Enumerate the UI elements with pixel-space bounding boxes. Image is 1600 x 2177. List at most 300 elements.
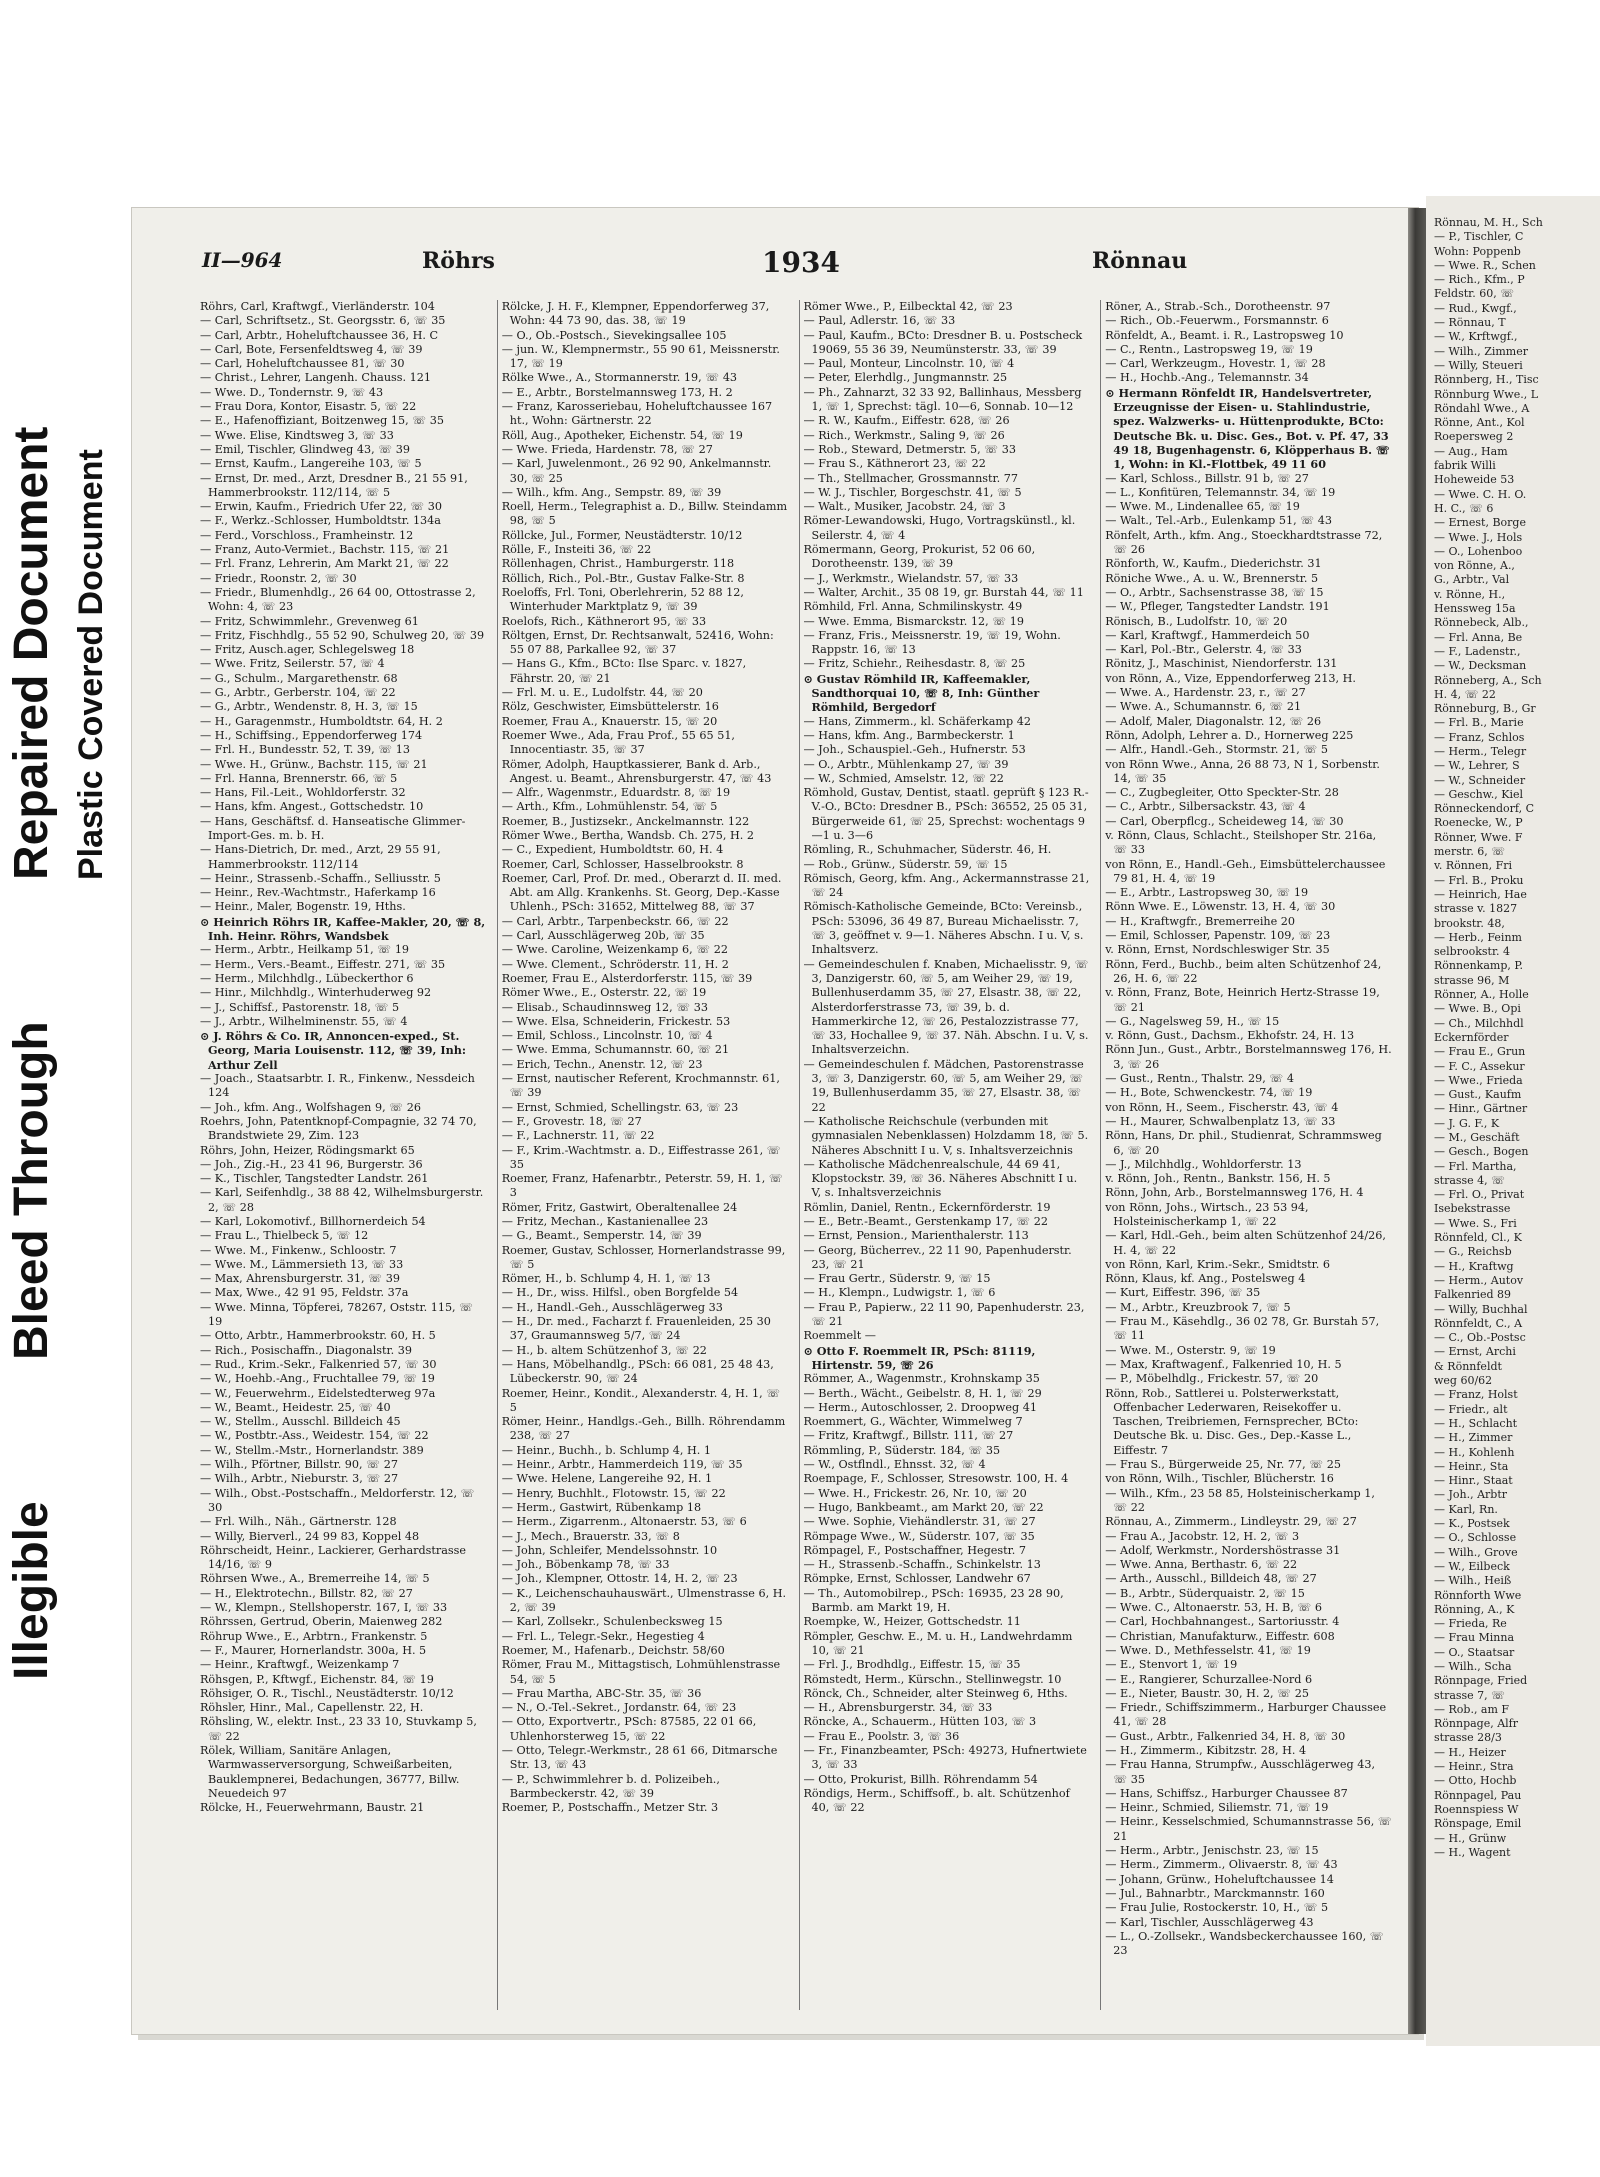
- directory-entry: — Frau S., Käthnerort 23, ☏ 22: [803, 457, 986, 471]
- directory-entry: — Paul, Adlerstr. 16, ☏ 33: [803, 314, 956, 328]
- directory-entry: — Ernst, nautischer Referent, Krochmannstr. 61, ☏ 39: [501, 1072, 780, 1100]
- directory-entry: — Otto, Exportvertr., PSch: 87585, 22 01 66, Uhlenhorsterweg 15, ☏ 22: [501, 1715, 757, 1743]
- directory-entry: — Herm., Zimmerm., Olivaerstr. 8, ☏ 43: [1105, 1858, 1338, 1872]
- header-left-title: Röhrs: [422, 248, 495, 274]
- directory-entry: — Frl. M. u. E., Ludolfstr. 44, ☏ 20: [501, 686, 703, 700]
- directory-entry: — O., Ob.-Postsch., Sievekingsallee 105: [501, 328, 727, 342]
- directory-entry: — M., Arbtr., Kreuzbrook 7, ☏ 5: [1105, 1300, 1291, 1314]
- scanned-page: [132, 208, 1418, 2034]
- directory-entry: — Joh., Klempner, Ottostr. 14, H. 2, ☏ 23: [501, 1572, 738, 1586]
- directory-entry: — Rich., Ob.-Feuerwm., Forsmannstr. 6: [1105, 314, 1329, 328]
- adjacent-entry: H. C., ☏ 6: [1434, 501, 1494, 515]
- directory-entry: — Heinr., Schmied, Siliemstr. 71, ☏ 19: [1105, 1801, 1329, 1815]
- directory-entry: — Fritz, Fischhdlg., 55 52 90, Schulweg 20, ☏ 39: [200, 628, 485, 642]
- directory-entry: — Erich, Techn., Anenstr. 12, ☏ 23: [501, 1057, 703, 1071]
- directory-entry: — Gust., Rentn., Thalstr. 29, ☏ 4: [1105, 1072, 1295, 1086]
- directory-entry: Rönn, Rob., Sattlerei u. Polsterwerkstatt, Offenbacher Lederwaren, Reisekoffer u. Taschen, Treibriemen, Fernsprecher, BCto: Deutsche Bk. u. Disc. Ges., Dep.-Kasse L., Eiffestr. 7: [1105, 1386, 1359, 1457]
- adjacent-entry: Rönnfeld, Cl., K: [1434, 1231, 1522, 1245]
- directory-entry: Roeloffs, Frl. Toni, Oberlehrerin, 52 88 12, Winterhuder Marktplatz 9, ☏ 39: [501, 585, 744, 614]
- directory-entry: — E., Stenvort 1, ☏ 19: [1105, 1658, 1238, 1672]
- directory-entry: — Ferd., Vorschloss., Framheinstr. 12: [200, 528, 414, 542]
- directory-entry: — L., O.-Zollsekr., Wandsbeckerchaussee 160, ☏ 23: [1105, 1929, 1384, 1958]
- directory-entry: Roemer, Frau E., Alsterdorferstr. 115, ☏ 39: [501, 971, 753, 985]
- directory-entry: — Frl. Hanna, Brennerstr. 66, ☏ 5: [200, 771, 398, 785]
- adjacent-entry: — M., Geschäft: [1434, 1131, 1520, 1144]
- directory-entry: — G., Nagelsweg 59, H., ☏ 15: [1105, 1014, 1280, 1028]
- adjacent-entry: — Rob., am F: [1434, 1702, 1510, 1716]
- adjacent-entry: Henssweg 15a: [1434, 602, 1516, 616]
- directory-entry: — Joach., Staatsarbtr. I. R., Finkenw., Nessdeich 124: [200, 1072, 475, 1100]
- adjacent-entry: H. 4, ☏ 22: [1434, 687, 1496, 701]
- directory-entry: Röllenhagen, Christ., Hamburgerstr. 118: [501, 557, 735, 571]
- directory-entry: — Hugo, Bankbeamt., am Markt 20, ☏ 22: [803, 1500, 1044, 1514]
- directory-entry: Römhold, Gustav, Dentist, staatl. geprüft § 123 R.-V.-O., BCto: Dresdner B., PSch: 36552, 25 05 31, Bürgerweide 61, ☏ 25, Sprechst: wochentags 9—1 u. 3—6: [803, 786, 1089, 842]
- directory-entry: — Wwe. Sophie, Viehändlerstr. 31, ☏ 27: [803, 1515, 1036, 1529]
- adjacent-entry: — Wwe., Frieda: [1434, 1073, 1523, 1087]
- directory-entry: Röll, Aug., Apotheker, Eichenstr. 54, ☏ 19: [501, 428, 743, 442]
- directory-entry: — Berth., Wächt., Geibelstr. 8, H. 1, ☏ 29: [803, 1386, 1042, 1400]
- directory-entry: — Hans, Geschäftsf. d. Hanseatische Glimmer-Import-Ges. m. b. H.: [200, 814, 466, 842]
- directory-entry: — Wwe. H., Frickestr. 26, Nr. 10, ☏ 20: [803, 1486, 1027, 1500]
- directory-entry: — W., Schmied, Amselstr. 12, ☏ 22: [803, 771, 1004, 785]
- directory-entry: Rönn, John, Arb., Borstelmannsweg 176, H. 4: [1105, 1186, 1364, 1200]
- directory-entry: — Frl. Wilh., Näh., Gärtnerstr. 128: [200, 1515, 397, 1529]
- directory-entry: — Karl, Zollsekr., Schulenbecksweg 15: [501, 1615, 723, 1629]
- adjacent-entry: — H., Grünw: [1434, 1831, 1507, 1845]
- directory-entry: — Wwe. D., Tondernstr. 9, ☏ 43: [200, 385, 384, 399]
- directory-entry: Roemer, Frau A., Knauerstr. 15, ☏ 20: [501, 714, 718, 728]
- directory-entry: — Walt., Tel.-Arb., Eulenkamp 51, ☏ 43: [1105, 514, 1332, 528]
- directory-entry: — Wwe. M., Lindenallee 65, ☏ 19: [1105, 500, 1300, 514]
- directory-entry: — Franz, Fris., Meissnerstr. 19, ☏ 19, Wohn. Rappstr. 16, ☏ 13: [803, 628, 1061, 657]
- directory-entry: Römpke, Ernst, Schlosser, Landwehr 67: [803, 1572, 1031, 1586]
- directory-entry: — Elisab., Schaudinnsweg 12, ☏ 33: [501, 1000, 709, 1014]
- directory-entry: Römpage Wwe., W., Süderstr. 107, ☏ 35: [803, 1529, 1035, 1543]
- directory-entry: — Karl, Kraftwgf., Hammerdeich 50: [1105, 628, 1310, 642]
- adjacent-page: [1426, 196, 1600, 2046]
- adjacent-entry: — O., Schlosse: [1434, 1531, 1517, 1545]
- directory-entry: Röltgen, Ernst, Dr. Rechtsanwalt, 52416, Wohn: 55 07 88, Parkallee 92, ☏ 37: [501, 628, 774, 657]
- directory-entry: — Carl, Arbtr., Tarpenbeckstr. 66, ☏ 22: [501, 914, 729, 928]
- directory-entry: — W., Hoehb.-Ang., Fruchtallee 79, ☏ 19: [200, 1372, 435, 1386]
- directory-entry: — Friedr., Schiffszimmerm., Harburger Chaussee 41, ☏ 28: [1105, 1701, 1387, 1729]
- directory-entry: — Georg, Bücherrev., 22 11 90, Papenhuderstr. 23, ☏ 21: [803, 1243, 1072, 1271]
- directory-entry: — Joh., Zig.-H., 23 41 96, Burgerstr. 36: [200, 1157, 423, 1171]
- adjacent-entry: — Frau Minna: [1434, 1631, 1515, 1645]
- directory-entry: — J., Schiffsf., Pastorenstr. 18, ☏ 5: [200, 1000, 400, 1014]
- directory-entry: — F., Maurer, Hornerlandstr. 300a, H. 5: [200, 1643, 427, 1657]
- directory-entry: — Fritz, Mechan., Kastanienallee 23: [501, 1215, 709, 1228]
- directory-entry: — Fritz, Kraftwgf., Billstr. 111, ☏ 27: [803, 1429, 1014, 1443]
- header-year: 1934: [762, 246, 840, 279]
- adjacent-entry: Rönnpagel, Pau: [1434, 1788, 1522, 1802]
- label-repaired-document: Repaired Document: [5, 426, 58, 880]
- directory-entry: — Wwe. A., Hardenstr. 23, r., ☏ 27: [1105, 686, 1306, 700]
- directory-entry: Roehrs, John, Patentknopf-Compagnie, 32 74 70, Brandstwiete 29, Zim. 123: [200, 1114, 477, 1143]
- label-illegible: Illegible: [5, 1501, 58, 1680]
- directory-entry: — Frau S., Bürgerweide 25, Nr. 77, ☏ 25: [1105, 1458, 1341, 1472]
- adjacent-entry: — F. C., Assekur: [1434, 1059, 1525, 1073]
- directory-entry: — Heinr., Arbtr., Hammerdeich 119, ☏ 35: [501, 1458, 743, 1472]
- directory-entry: — K., Tischler, Tangstedter Landstr. 261: [200, 1172, 429, 1186]
- directory-entry: Roempke, W., Heizer, Gottschedstr. 11: [803, 1615, 1021, 1629]
- adjacent-entry: G., Arbtr., Val: [1434, 573, 1510, 587]
- directory-entry: — G., Schulm., Margarethenstr. 68: [200, 671, 398, 685]
- adjacent-entry: — Frl. O., Privat: [1434, 1188, 1525, 1202]
- directory-entry: Rölcke, H., Feuerwehrmann, Baustr. 21: [200, 1801, 425, 1815]
- directory-entry: — Henry, Buchhlt., Flotowstr. 15, ☏ 22: [501, 1486, 726, 1500]
- directory-entry: — Wilh., Kfm., 23 58 85, Holsteinischerkamp 1, ☏ 22: [1105, 1486, 1375, 1514]
- adjacent-entry: Rönnebeck, Alb.,: [1434, 616, 1529, 630]
- directory-entry: ⊙ Heinrich Röhrs IR, Kaffee-Makler, 20, ☏ 8, Inh. Heinr. Röhrs, Wandsbek: [200, 914, 486, 944]
- directory-entry: — G., Arbtr., Wendenstr. 8, H. 3, ☏ 15: [200, 700, 418, 714]
- directory-entry: — Frau Martha, ABC-Str. 35, ☏ 36: [501, 1686, 702, 1700]
- directory-entry: — Karl, Schloss., Billstr. 91 b, ☏ 27: [1105, 471, 1309, 485]
- directory-entry: — Frau L., Thielbeck 5, ☏ 12: [200, 1229, 369, 1243]
- adjacent-entry: — W., Lehrer, S: [1434, 759, 1520, 773]
- directory-entry: — R. W., Kaufm., Eiffestr. 628, ☏ 26: [803, 414, 1010, 428]
- adjacent-entry: v. Rönnen, Fri: [1434, 859, 1512, 873]
- directory-entry: — W. J., Tischler, Borgeschstr. 41, ☏ 5: [803, 485, 1022, 499]
- directory-entry: — Carl, Oberpflcg., Scheideweg 14, ☏ 30: [1105, 814, 1344, 828]
- directory-entry: — F., Grovestr. 18, ☏ 27: [501, 1114, 642, 1128]
- adjacent-entry: Wohn: Poppenb: [1434, 244, 1521, 258]
- directory-entry: v. Rönn, Gust., Dachsm., Ekhofstr. 24, H. 13: [1105, 1029, 1355, 1043]
- directory-entry: — O., Arbtr., Sachsenstrasse 38, ☏ 15: [1105, 585, 1324, 599]
- directory-entry: — Rob., Steward, Detmerstr. 5, ☏ 33: [803, 442, 1017, 456]
- adjacent-entry: — H., Heizer: [1434, 1745, 1506, 1759]
- directory-entry: Römer, Fritz, Gastwirt, Oberaltenallee 24: [501, 1200, 738, 1214]
- adjacent-entry: — H., Kraftwg: [1434, 1259, 1514, 1273]
- directory-entry: Rölle, F., Insteiti 36, ☏ 22: [501, 543, 652, 557]
- directory-entry: — Frl. L., Telegr.-Sekr., Hegestieg 4: [501, 1629, 705, 1643]
- adjacent-entry: Rönner, A., Holle: [1434, 988, 1529, 1002]
- directory-entry: — Max, Ahrensburgerstr. 31, ☏ 39: [200, 1272, 400, 1286]
- adjacent-entry: — Wilh., Grove: [1434, 1545, 1518, 1559]
- directory-entry: — H., Schiffsing., Eppendorferweg 174: [200, 728, 423, 742]
- directory-entry: von Rönn, Karl, Krim.-Sekr., Smidtstr. 6: [1105, 1257, 1330, 1271]
- directory-entry: — Karl, Hdl.-Geh., beim alten Schützenhof 24/26, H. 4, ☏ 22: [1105, 1229, 1386, 1257]
- directory-entry: — E., Betr.-Beamt., Gerstenkamp 17, ☏ 22: [803, 1215, 1049, 1228]
- directory-entry: — Karl, Pol.-Btr., Gelerstr. 4, ☏ 33: [1105, 643, 1302, 657]
- directory-entry: Roemer, P., Postschaffn., Metzer Str. 3: [501, 1801, 719, 1815]
- directory-entry: — Wwe. Clement., Schröderstr. 11, H. 2: [501, 957, 729, 971]
- directory-entry: v. Rönn, Ernst, Nordschleswiger Str. 35: [1105, 943, 1330, 957]
- directory-entry: — Alfr., Wagenmstr., Eduardstr. 8, ☏ 19: [501, 786, 731, 800]
- directory-entry: — H., b. altem Schützenhof 3, ☏ 22: [501, 1343, 707, 1357]
- adjacent-entry: Rönspage, Emil: [1434, 1817, 1522, 1831]
- adjacent-entry: strasse v. 1827: [1434, 902, 1518, 916]
- directory-entry: — W., Klempn., Stellshoperstr. 167, I, ☏ 33: [200, 1601, 448, 1615]
- directory-entry: — E., Hafenoffiziant, Boitzenweg 15, ☏ 35: [200, 414, 444, 428]
- directory-entry: — Frau A., Jacobstr. 12, H. 2, ☏ 3: [1105, 1529, 1300, 1543]
- adjacent-entry: — H., Wagent: [1434, 1845, 1511, 1859]
- adjacent-entry: — Willy, Steueri: [1434, 358, 1523, 372]
- directory-entry: Röhsgen, P., Kftwgf., Eichenstr. 84, ☏ 19: [200, 1672, 434, 1686]
- adjacent-entry: Rönnpage, Alfr: [1434, 1717, 1519, 1731]
- adjacent-entry: fabrik Willi: [1434, 459, 1496, 473]
- directory-entry: — Franz, Karosseriebau, Hoheluftchaussee 167 ht., Wohn: Gärtnerstr. 22: [501, 400, 773, 428]
- directory-entry: — H., Elektrotechn., Billstr. 82, ☏ 27: [200, 1586, 413, 1600]
- directory-entry: — Th., Stellmacher, Grossmannstr. 77: [803, 471, 1019, 485]
- adjacent-entry: — Heinr., Sta: [1434, 1459, 1509, 1473]
- directory-entry: — L., Konfitüren, Telemannstr. 34, ☏ 19: [1105, 485, 1336, 499]
- directory-entry: Röhrup Wwe., E., Arbtrn., Frankenstr. 5: [200, 1629, 428, 1643]
- adjacent-entry: strasse 4, ☏: [1434, 1173, 1505, 1187]
- directory-entry: — Herm., Arbtr., Jenischstr. 23, ☏ 15: [1105, 1844, 1319, 1858]
- directory-entry: — Th., Automobilrep., PSch: 16935, 23 28 90, Barmb. am Markt 19, H.: [803, 1586, 1064, 1615]
- directory-entry: — W., Beamt., Heidestr. 25, ☏ 40: [200, 1400, 391, 1414]
- directory-entry: Rönfelt, Arth., kfm. Ang., Stoeckhardtstrasse 72, ☏ 26: [1105, 528, 1383, 557]
- directory-entry: — Herm., Gastwirt, Rübenkamp 18: [501, 1500, 702, 1514]
- adjacent-entry: von Rönne, A.,: [1434, 559, 1515, 573]
- adjacent-entry: Rönnburg Wwe., L: [1434, 387, 1539, 401]
- directory-entry: v. Rönn, Claus, Schlacht., Steilshoper Str. 216a, ☏ 33: [1105, 828, 1377, 857]
- directory-entry: — Jul., Bahnarbtr., Marckmannstr. 160: [1105, 1886, 1325, 1900]
- directory-entry: Röllcke, Jul., Former, Neustädterstr. 10/12: [501, 528, 743, 542]
- directory-entry: — Hans-Dietrich, Dr. med., Arzt, 29 55 91, Hammerbrookstr. 112/114: [200, 843, 441, 871]
- directory-column-4: [1100, 300, 1396, 2010]
- directory-entry: Röhsling, W., elektr. Inst., 23 33 10, Stuvkamp 5, ☏ 22: [200, 1715, 477, 1743]
- directory-entry: — Herm., Arbtr., Heilkamp 51, ☏ 19: [200, 943, 410, 957]
- adjacent-page-entries: [1434, 216, 1600, 1860]
- directory-entry: Römer, Frau M., Mittagstisch, Lohmühlenstrasse 54, ☏ 5: [501, 1658, 781, 1686]
- directory-entry: — Frau M., Käsehdlg., 36 02 78, Gr. Burstah 57, ☏ 11: [1105, 1315, 1380, 1343]
- directory-column-2: [497, 300, 793, 2010]
- adjacent-entry: — H., Kohlenh: [1434, 1445, 1515, 1459]
- adjacent-entry: — W., Schneider: [1434, 773, 1526, 787]
- adjacent-entry: — Rud., Kwgf.,: [1434, 301, 1517, 315]
- directory-entry: — Frau Dora, Kontor, Eisastr. 5, ☏ 22: [200, 400, 417, 414]
- directory-entry: — Herm., Zigarrenm., Altonaerstr. 53, ☏ 6: [501, 1515, 747, 1529]
- directory-entry: — Wwe. Elsa, Schneiderin, Frickestr. 53: [501, 1014, 731, 1028]
- directory-entry: Roemmelt —: [803, 1329, 876, 1343]
- adjacent-entry: — Wwe. B., Opi: [1434, 1002, 1521, 1016]
- directory-entry: — Wwe. H., Grünw., Bachstr. 115, ☏ 21: [200, 757, 428, 771]
- directory-entry: — Arth., Ausschl., Billdeich 48, ☏ 27: [1105, 1572, 1317, 1586]
- adjacent-entry: — G., Reichsb: [1434, 1245, 1512, 1259]
- directory-entry: Römpler, Geschw. E., M. u. H., Landwehrdamm 10, ☏ 21: [803, 1629, 1073, 1657]
- adjacent-entry: weg 60/62: [1434, 1374, 1493, 1388]
- directory-entry: — Emil, Tischler, Glindweg 43, ☏ 39: [200, 442, 410, 456]
- adjacent-entry: — Ch., Milchhdl: [1434, 1016, 1524, 1030]
- directory-entry: — H., Hochb.-Ang., Telemannstr. 34: [1105, 371, 1309, 385]
- directory-entry: Römer, Adolph, Hauptkassierer, Bank d. Arb., Angest. u. Beamt., Ahrensburgerstr. 47, ☏ 43: [501, 757, 772, 785]
- directory-entry: — Friedr., Roonstr. 2, ☏ 30: [200, 571, 357, 585]
- directory-entry: Rönn Wwe. E., Löwenstr. 13, H. 4, ☏ 30: [1105, 900, 1336, 914]
- adjacent-entry: — Gesch., Bogen: [1434, 1145, 1529, 1159]
- directory-entry: — Carl, Bote, Fersenfeldtsweg 4, ☏ 39: [200, 342, 423, 356]
- directory-entry: — C., Arbtr., Silbersackstr. 43, ☏ 4: [1105, 800, 1306, 814]
- adjacent-entry: — Ernst, Archi: [1434, 1345, 1516, 1359]
- adjacent-entry: — Friedr., alt: [1434, 1402, 1508, 1416]
- directory-entry: — Frau Hanna, Strumpfw., Ausschlägerweg 43, ☏ 35: [1105, 1758, 1376, 1786]
- directory-entry: Röndigs, Herm., Schiffsoff., b. alt. Schützenhof 40, ☏ 22: [803, 1786, 1070, 1815]
- directory-entry: Röncke, A., Schauerm., Hütten 103, ☏ 3: [803, 1715, 1037, 1729]
- directory-entry: — Frl. Franz, Lehrerin, Am Markt 21, ☏ 22: [200, 557, 449, 571]
- directory-entry: Römer-Lewandowski, Hugo, Vortragskünstl., kl. Seilerstr. 4, ☏ 4: [803, 514, 1076, 542]
- directory-entry: — Frau Gertr., Süderstr. 9, ☏ 15: [803, 1272, 991, 1286]
- directory-entry: — Hans G., Kfm., BCto: Ilse Sparc. v. 1827, Fährstr. 20, ☏ 21: [501, 657, 747, 685]
- directory-entry: Rölek, William, Sanitäre Anlagen, Warmwasserversorgung, Schweißarbeiten, Bauklempnerei, Bedachungen, 36777, Billw. Neuedeich 97: [200, 1743, 460, 1800]
- directory-entry: — Rich., Werkmstr., Saling 9, ☏ 26: [803, 428, 1005, 442]
- directory-entry: — Rud., Krim.-Sekr., Falkenried 57, ☏ 30: [200, 1357, 437, 1371]
- directory-entry: ⊙ Gustav Römhild IR, Kaffeemakler, Sandthorquai 10, ☏ 8, Inh: Günther Römhild, Bergedorf: [803, 671, 1040, 715]
- directory-entry: — Karl, Juwelenmont., 26 92 90, Ankelmannstr. 30, ☏ 25: [501, 457, 772, 485]
- adjacent-entry: — H., Schlacht: [1434, 1416, 1518, 1430]
- adjacent-entry: — Frl. Anna, Be: [1434, 630, 1523, 644]
- adjacent-entry: — Franz, Schlos: [1434, 730, 1525, 744]
- directory-entry: — Paul, Monteur, Lincolnstr. 10, ☏ 4: [803, 357, 1015, 371]
- directory-entry: — Wwe. Frieda, Hardenstr. 78, ☏ 27: [501, 442, 713, 456]
- adjacent-entry: — Frau E., Grun: [1434, 1045, 1526, 1059]
- directory-entry: — H., Strassenb.-Schaffn., Schinkelstr. 13: [803, 1558, 1041, 1572]
- directory-entry: — Wwe. Caroline, Weizenkamp 6, ☏ 22: [501, 943, 729, 957]
- adjacent-entry: — Frl. B., Marie: [1434, 716, 1524, 730]
- directory-entry: — Frau Julie, Rostockerstr. 10, H., ☏ 5: [1105, 1901, 1329, 1915]
- directory-entry: — Otto, Prokurist, Billh. Röhrendamm 54: [803, 1772, 1038, 1786]
- directory-entry: — jun. W., Klempnermstr., 55 90 61, Meissnerstr. 17, ☏ 19: [501, 342, 780, 371]
- directory-entry: — Otto, Arbtr., Hammerbrookstr. 60, H. 5: [200, 1329, 436, 1343]
- directory-entry: — Max, Kraftwagenf., Falkenried 10, H. 5: [1105, 1357, 1342, 1371]
- adjacent-entry: — Wwe. S., Fri: [1434, 1216, 1517, 1230]
- directory-entry: — Gust., Arbtr., Falkenried 34, H. 8, ☏ 30: [1105, 1729, 1346, 1743]
- directory-entry: Rönnau, A., Zimmerm., Lindleystr. 29, ☏ 27: [1105, 1515, 1357, 1529]
- directory-entry: — H., Abrensburgerstr. 34, ☏ 33: [803, 1701, 993, 1715]
- directory-entry: Römhild, Frl. Anna, Schmilinskystr. 49: [803, 600, 1023, 614]
- directory-entry: — Walter, Archit., 35 08 19, gr. Burstah 44, ☏ 11: [803, 585, 1084, 599]
- directory-entry: von Rönn, E., Handl.-Geh., Eimsbüttelerchaussee 79 81, H. 4, ☏ 19: [1105, 857, 1386, 885]
- directory-entry: Roemer, M., Hafenarb., Deichstr. 58/60: [501, 1643, 725, 1657]
- directory-entry: — Ernst, Dr. med., Arzt, Dresdner B., 21 55 91, Hammerbrookstr. 112/114, ☏ 5: [200, 471, 468, 499]
- directory-entry: — Wwe. A., Schumannstr. 6, ☏ 21: [1105, 700, 1302, 714]
- directory-entry: — E., Arbtr., Borstelmannsweg 173, H. 2: [501, 385, 733, 399]
- directory-entry: — Arth., Kfm., Lohmühlenstr. 54, ☏ 5: [501, 800, 718, 814]
- directory-entry: Röner, A., Strab.-Sch., Dorotheenstr. 97: [1105, 300, 1331, 313]
- directory-entry: — F., Lachnerstr. 11, ☏ 22: [501, 1129, 655, 1143]
- adjacent-entry: Falkenried 89: [1434, 1288, 1512, 1302]
- directory-entry: — Carl, Ausschlägerweg 20b, ☏ 35: [501, 929, 705, 943]
- directory-entry: — H., Zimmerm., Kibitzstr. 28, H. 4: [1105, 1743, 1307, 1757]
- directory-entry: — Wwe. Elise, Kindtsweg 3, ☏ 33: [200, 428, 394, 442]
- directory-entry: — G., Beamt., Semperstr. 14, ☏ 39: [501, 1229, 702, 1243]
- directory-entry: — Frau P., Papierw., 22 11 90, Papenhuderstr. 23, ☏ 21: [803, 1300, 1085, 1329]
- directory-entry: Röhsler, Hinr., Mal., Capellenstr. 22, H.: [200, 1701, 424, 1715]
- directory-entry: — Ph., Zahnarzt, 32 33 92, Ballinhaus, Messberg 1, ☏ 1, Sprechst: tägl. 10—6, Sonnab. 10—12: [803, 385, 1082, 414]
- label-plastic-covered-document: Plastic Covered Document: [72, 449, 110, 880]
- adjacent-entry: Isebekstrasse: [1434, 1202, 1511, 1216]
- directory-entry: — Katholische Reichschule (verbunden mit gymnasialen Nebenklassen) Holzdamm 18, ☏ 5. Näheres Abschnitt I u. V, s. Inhaltsverzeichnis: [803, 1114, 1089, 1157]
- directory-entry: — Kurt, Eiffestr. 396, ☏ 35: [1105, 1286, 1261, 1300]
- directory-entry: — Gemeindeschulen f. Mädchen, Pastorenstrasse 3, ☏ 3, Danzigerstr. 60, ☏ 5, am Weiher 29, ☏ 19, Bullenhuserdamm 35, ☏ 27, Elsastr. 38, ☏ 22: [803, 1057, 1084, 1114]
- directory-entry: — Hinr., Milchhdlg., Winterhuderweg 92: [200, 986, 432, 1000]
- adjacent-entry: — Frl. B., Proku: [1434, 873, 1524, 887]
- side-labels: [0, 0, 120, 2177]
- directory-entry: — Fritz, Schwimmlehr., Grevenweg 61: [200, 614, 419, 628]
- page-reference: II—964: [202, 248, 283, 272]
- directory-entry: Rönn, Adolph, Lehrer a. D., Hornerweg 225: [1105, 728, 1354, 742]
- directory-entry: von Rönn Wwe., Anna, 26 88 73, N 1, Sorbenstr. 14, ☏ 35: [1105, 757, 1380, 785]
- directory-entry: — Wwe. Helene, Langereihe 92, H. 1: [501, 1472, 713, 1486]
- adjacent-entry: — Frieda, Re: [1434, 1617, 1507, 1631]
- adjacent-entry: — Franz, Holst: [1434, 1388, 1518, 1402]
- directory-entry: Rönisch, B., Ludolfstr. 10, ☏ 20: [1105, 614, 1288, 628]
- adjacent-entry: Rönnau, M. H., Sch: [1434, 216, 1543, 229]
- directory-entry: — Heinr., Maler, Bogenstr. 19, Hths.: [200, 900, 406, 914]
- directory-entry: — Carl, Hochbahnangest., Sartoriusstr. 4: [1105, 1615, 1340, 1629]
- directory-entry: — Heinr., Rev.-Wachtmstr., Haferkamp 16: [200, 886, 436, 900]
- directory-entry: — Hans, Schiffsz., Harburger Chaussee 87: [1105, 1786, 1348, 1800]
- adjacent-entry: Rönnfeldt, C., A: [1434, 1316, 1523, 1330]
- adjacent-entry: — W., Decksman: [1434, 659, 1527, 673]
- adjacent-entry: — O., Lohenboo: [1434, 544, 1523, 558]
- directory-entry: — H., Handl.-Geh., Ausschlägerweg 33: [501, 1300, 723, 1314]
- directory-column-3: [799, 300, 1095, 2010]
- directory-entry: — Otto, Telegr.-Werkmstr., 28 61 66, Ditmarsche Str. 13, ☏ 43: [501, 1743, 778, 1772]
- adjacent-entry: — Otto, Hochb: [1434, 1774, 1517, 1788]
- adjacent-entry: — Herm., Autov: [1434, 1273, 1524, 1287]
- directory-entry: — Herm., Autoschlosser, 2. Droopweg 41: [803, 1400, 1037, 1414]
- directory-entry: — Katholische Mädchenrealschule, 44 69 41, Klopstockstr. 39, ☏ 36. Näheres Abschnitt I u. V, s. Inhaltsverzeichnis: [803, 1157, 1078, 1200]
- adjacent-entry: — W., Eilbeck: [1434, 1559, 1510, 1573]
- directory-entry: — Wwe. M., Lämmersieth 13, ☏ 33: [200, 1257, 404, 1271]
- directory-entry: — J., Werkmstr., Wielandstr. 57, ☏ 33: [803, 571, 1019, 585]
- page-header: [202, 248, 1388, 284]
- adjacent-entry: Rönneburg, B., Gr: [1434, 702, 1536, 716]
- directory-entry: — Wilh., Obst.-Postschaffn., Meldorferstr. 12, ☏ 30: [200, 1486, 475, 1514]
- directory-entry: — Joh., Böbenkamp 78, ☏ 33: [501, 1558, 670, 1572]
- directory-entry: Römermann, Georg, Prokurist, 52 06 60, Dorotheenstr. 139, ☏ 39: [803, 543, 1036, 571]
- adjacent-entry: Feldstr. 60, ☏: [1434, 287, 1514, 301]
- adjacent-entry: — Wwe. C. H. O.: [1434, 487, 1527, 501]
- directory-entry: — Johann, Grünw., Hoheluftchaussee 14: [1105, 1872, 1334, 1886]
- adjacent-entry: Rönneckendorf, C: [1434, 802, 1535, 816]
- directory-entry: — Joh., kfm. Ang., Wolfshagen 9, ☏ 26: [200, 1100, 421, 1114]
- directory-entry: — Christ., Lehrer, Langenh. Chauss. 121: [200, 371, 431, 385]
- adjacent-entry: Roepersweg 2: [1434, 430, 1514, 444]
- directory-entry: — H., Dr. med., Facharzt f. Frauenleiden, 25 30 37, Graumannsweg 5/7, ☏ 24: [501, 1315, 771, 1343]
- adjacent-entry: — Geschw., Kiel: [1434, 787, 1524, 801]
- adjacent-entry: Rönneberg, A., Sch: [1434, 673, 1542, 687]
- directory-entry: von Rönn, Wilh., Tischler, Blücherstr. 16: [1105, 1472, 1334, 1486]
- directory-entry: — Heinr., Kraftwgf., Weizenkamp 7: [200, 1658, 400, 1672]
- directory-entry: — Rob., Grünw., Süderstr. 59, ☏ 15: [803, 857, 1008, 871]
- adjacent-entry: — Ernest, Borge: [1434, 516, 1526, 530]
- directory-entry: — P., Schwimmlehrer b. d. Polizeibeh., Barmbeckerstr. 42, ☏ 39: [501, 1772, 720, 1800]
- directory-entry: Röhsiger, O. R., Tischl., Neustädterstr. 10/12: [200, 1686, 454, 1700]
- directory-entry: v. Rönn, Joh., Rentn., Bankstr. 156, H. 5: [1105, 1172, 1331, 1186]
- directory-entry: Römmling, P., Süderstr. 184, ☏ 35: [803, 1443, 1001, 1457]
- directory-column-1: [196, 300, 491, 2010]
- directory-entry: — Hans, kfm. Ang., Barmbeckerstr. 1: [803, 728, 1015, 742]
- adjacent-entry: Rönne, Ant., Kol: [1434, 416, 1525, 430]
- directory-entry: Rönforth, W., Kaufm., Diederichstr. 31: [1105, 557, 1322, 571]
- directory-entry: — Karl, Lokomotivf., Billhornerdeich 54: [200, 1215, 426, 1228]
- directory-entry: — J., Arbtr., Wilhelminenstr. 55, ☏ 4: [200, 1014, 408, 1028]
- directory-entry: — K., Leichenschauhauswärt., Ulmenstrasse 6, H. 2, ☏ 39: [501, 1586, 787, 1615]
- directory-entry: — B., Arbtr., Süderquaistr. 2, ☏ 15: [1105, 1586, 1305, 1600]
- adjacent-entry: — Heinr., Stra: [1434, 1760, 1514, 1774]
- directory-entry: — Carl, Arbtr., Hoheluftchaussee 36, H. C: [200, 328, 439, 342]
- adjacent-entry: Rönnenkamp, P.: [1434, 959, 1524, 973]
- directory-columns: [196, 300, 1396, 2010]
- directory-entry: — Wwe. M., Finkenw., Schloostr. 7: [200, 1243, 397, 1257]
- adjacent-entry: — Aug., Ham: [1434, 444, 1508, 458]
- directory-entry: — Peter, Elerhdlg., Jungmannstr. 25: [803, 371, 1008, 385]
- directory-entry: — W., Ostflndl., Ehnsst. 32, ☏ 4: [803, 1458, 986, 1472]
- directory-entry: Römer, Heinr., Handlgs.-Geh., Billh. Röhrendamm 238, ☏ 27: [501, 1415, 786, 1443]
- directory-entry: — Alfr., Handl.-Geh., Stormstr. 21, ☏ 5: [1105, 743, 1329, 757]
